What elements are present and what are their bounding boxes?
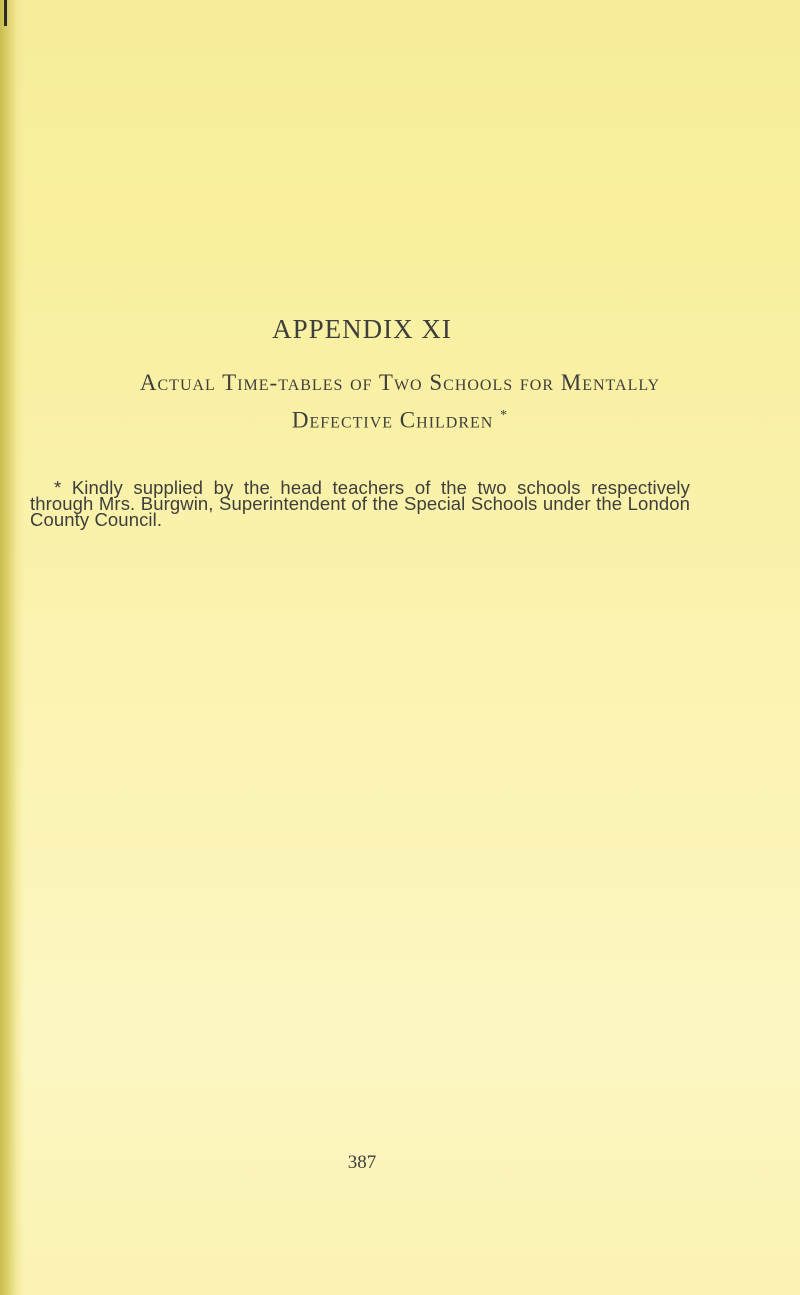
subtitle-line-2 xyxy=(0,399,800,437)
subtitle-line-1: Actual Time-tables of Two Schools for Mentally xyxy=(139,370,661,395)
subtitle-line-2-text: Defective Children xyxy=(291,407,494,433)
footnote-paragraph: * Kindly supplied by the head teachers of the two schools respectively through Mrs. Burgwin, Superintendent of the Special Schools under the London County Council. xyxy=(30,477,690,530)
footnote-marker: * xyxy=(500,408,509,423)
appendix-heading: APPENDIX XI xyxy=(272,314,452,344)
appendix-subtitle xyxy=(0,366,800,437)
scan-edge-mark xyxy=(4,0,7,26)
page-left-edge-shadow xyxy=(0,0,24,1295)
page-number: 387 xyxy=(347,1152,377,1173)
